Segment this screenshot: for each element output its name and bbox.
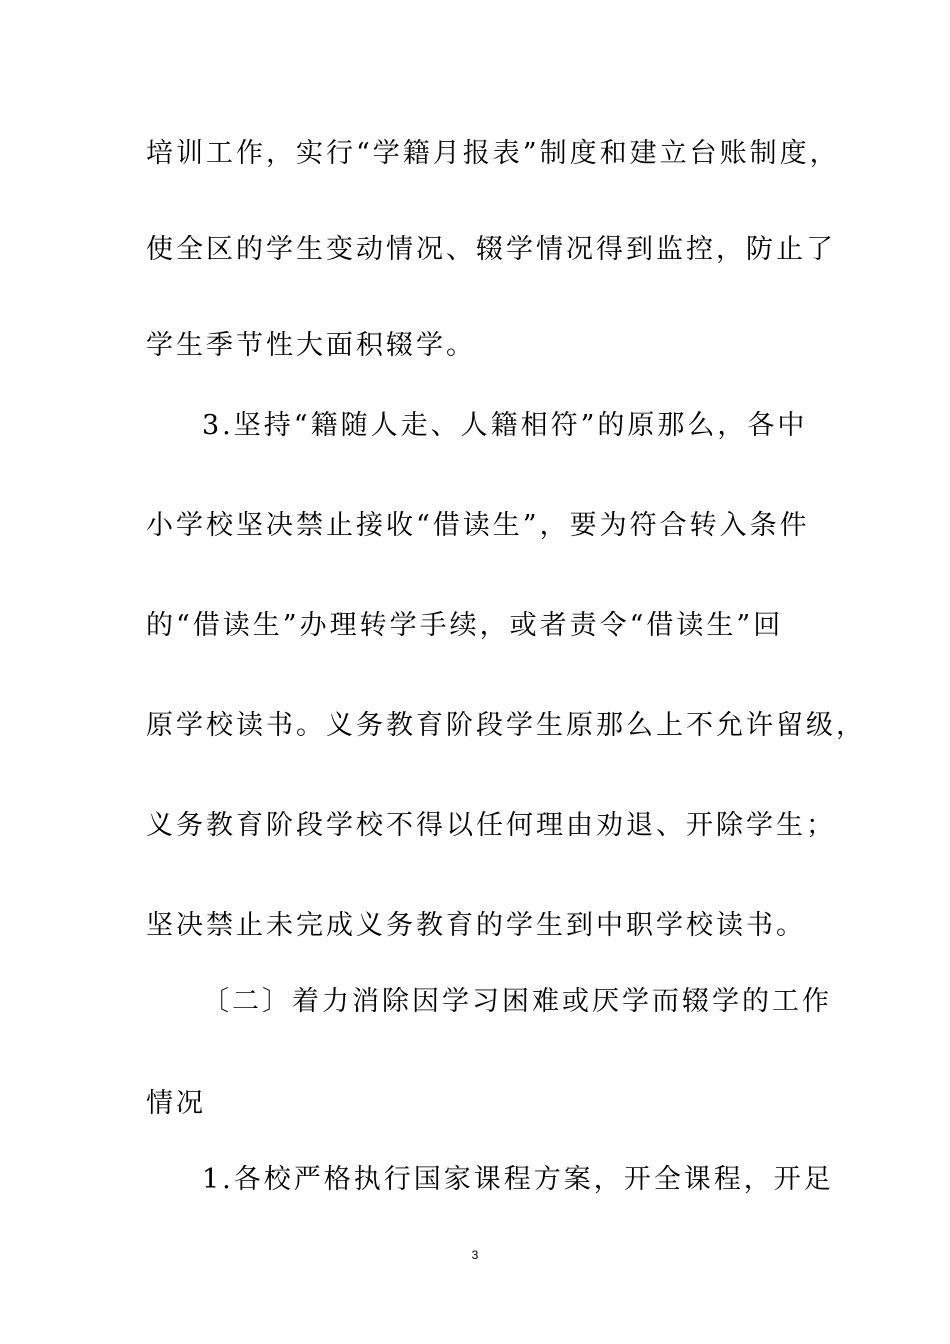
- text-line: 3.坚持“籍随人走、人籍相符”的原那么，各中: [202, 410, 808, 441]
- text-line: 坚决禁止未完成义务教育的学生到中职学校读书。: [146, 910, 806, 941]
- text-line: 小学校坚决禁止接收“借读生”，要为符合转入条件: [146, 510, 810, 541]
- text-line: 的“借读生”办理转学手续，或者责令“借读生”回: [146, 610, 784, 641]
- section-heading: 〔二〕着力消除因学习困难或厌学而辍学的工作: [202, 986, 832, 1017]
- section-heading-continued: 情况: [146, 1088, 206, 1119]
- text-line: 学生季节性大面积辍学。: [146, 330, 476, 361]
- text-line: 使全区的学生变动情况、辍学情况得到监控，防止了: [146, 234, 836, 265]
- page-number: 3: [471, 1248, 479, 1262]
- text-line: 原学校读书。义务教育阶段学生原那么上不允许留级，: [146, 710, 866, 741]
- text-line: 义务教育阶段学校不得以任何理由劝退、开除学生；: [146, 810, 836, 841]
- text-line: 培训工作，实行“学籍月报表”制度和建立台账制度，: [146, 138, 840, 169]
- text-line: 1.各校严格执行国家课程方案，开全课程，开足: [202, 1164, 834, 1195]
